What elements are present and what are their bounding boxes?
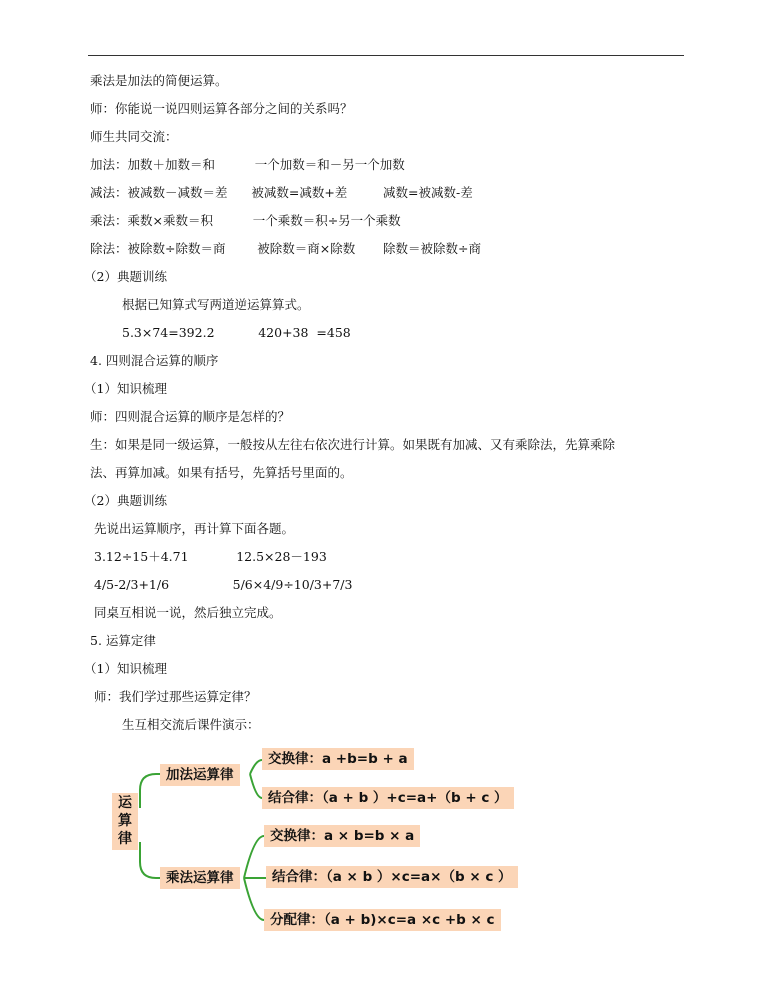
diagram-root-text: 运算律 bbox=[118, 795, 132, 847]
connector-addition-commutative bbox=[250, 760, 262, 774]
text-line: 同桌互相说一说，然后独立完成。 bbox=[94, 605, 282, 620]
text-line: 除法：被除数÷除数＝商 被除数＝商×除数 除数＝被除数÷商 bbox=[90, 241, 482, 256]
text-line: 乘法：乘数×乘数＝积 一个乘数＝积÷另一个乘数 bbox=[90, 213, 401, 228]
connector-root-addition bbox=[140, 774, 160, 808]
multiplication-commutative-law: 交换律：a × b=b × a bbox=[264, 825, 420, 847]
section-heading: 4. 四则混合运算的顺序 bbox=[90, 353, 219, 368]
section-subheading: （2）典题训练 bbox=[84, 269, 167, 284]
text-line: 根据已知算式写两道逆运算算式。 bbox=[122, 297, 310, 312]
connector-multiplication-commutative bbox=[244, 836, 264, 878]
multiplication-associative-law: 结合律：（a × b ）×c=a×（b × c ） bbox=[266, 866, 518, 888]
addition-law-node: 加法运算律 bbox=[160, 764, 240, 786]
text-line: 生：如果是同一级运算，一般按从左往右依次进行计算。如果既有加减、又有乘除法，先算乘除 bbox=[90, 437, 616, 452]
text-line: 法、再算加减。如果有括号，先算括号里面的。 bbox=[90, 465, 353, 480]
text-line: 3.12÷15＋4.71 12.5×28－193 bbox=[94, 549, 327, 564]
text-line: 减法：被减数－减数＝差 被减数=减数+差 减数=被减数-差 bbox=[90, 185, 473, 200]
section-subheading: （1）知识梳理 bbox=[84, 661, 167, 676]
diagram-root-label bbox=[112, 793, 138, 850]
connector-multiplication-distributive bbox=[244, 878, 264, 920]
text-line: 乘法是加法的简便运算。 bbox=[90, 73, 228, 88]
text-line: 5.3×74=392.2 420+38 =458 bbox=[122, 325, 351, 340]
text-line: 师：四则混合运算的顺序是怎样的？ bbox=[90, 409, 291, 424]
multiplication-distributive-law: 分配律：（a + b)×c=a ×c +b × c bbox=[264, 909, 501, 931]
addition-commutative-law: 交换律：a +b=b + a bbox=[262, 748, 414, 770]
section-subheading: （2）典题训练 bbox=[84, 493, 167, 508]
text-line: 师：你能说一说四则运算各部分之间的关系吗？ bbox=[90, 101, 353, 116]
text-line: 4/5-2/3+1/6 5/6×4/9÷10/3+7/3 bbox=[94, 577, 353, 592]
multiplication-law-node: 乘法运算律 bbox=[160, 867, 240, 889]
section-subheading: （1）知识梳理 bbox=[84, 381, 167, 396]
connector-root-multiplication bbox=[140, 842, 160, 878]
text-line: 加法：加数＋加数＝和 一个加数＝和－另一个加数 bbox=[90, 157, 405, 172]
text-line: 生互相交流后课件演示： bbox=[122, 717, 260, 732]
text-line: 师：我们学过那些运算定律？ bbox=[94, 689, 257, 704]
text-line: 师生共同交流： bbox=[90, 129, 178, 144]
text-line: 先说出运算顺序，再计算下面各题。 bbox=[94, 521, 295, 536]
addition-associative-law: 结合律：（a + b ）+c=a+（b + c ） bbox=[262, 787, 514, 809]
section-heading: 5. 运算定律 bbox=[90, 633, 156, 648]
connector-addition-associative bbox=[250, 774, 262, 798]
